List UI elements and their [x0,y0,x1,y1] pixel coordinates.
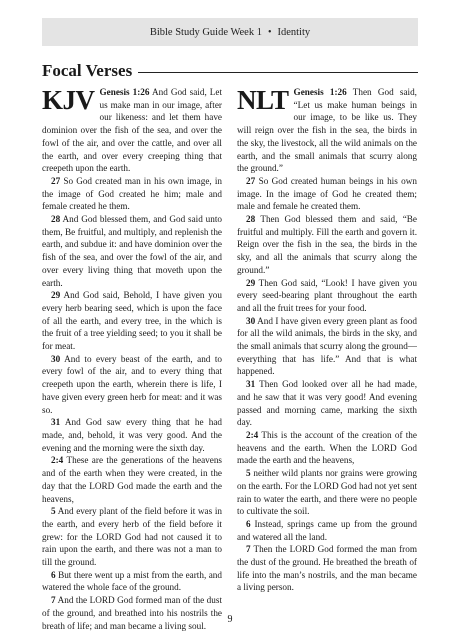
verse [42,213,222,289]
verse [237,467,417,518]
verse-number: 31 [51,417,61,428]
verse [42,289,222,353]
verse-text: And God blessed them, and God said unto them, Be fruitful, and multiply, and replenish the earth, and subdue it: and have dominion over the fish of the sea, and over the fowl of the air, and over every living thing that moveth upon the earth. [42,214,222,288]
header-separator: • [267,26,272,38]
verse-number: 5 [246,468,251,479]
verse-text: Then God looked over all he had made, and he saw that it was very good! And evening passed and morning came, marking the sixth day. [237,379,417,428]
verse-text: And God said, Behold, I have given you every herb bearing seed, which is upon the face of all the earth, and every tree, in the which is the fruit of a tree yielding seed; to you it shall be for meat. [42,290,222,352]
verse-number: 30 [246,315,256,326]
verse [42,353,222,417]
verse-text: These are the generations of the heavens and of the earth when they were created, in the day that the LORD God made the earth and the heavens, [42,455,222,504]
verse-number: 7 [51,595,56,606]
kjv-first-verse [42,86,222,175]
verse [237,429,417,467]
verse [237,543,417,594]
verse-number: 6 [51,569,56,580]
verse-text: And I have given every green plant as food for all the wild animals, the birds in the sky, and the small animals that scurry along the ground—everything that has life.” And that is what happened. [237,315,417,377]
nlt-first-verse [237,86,417,175]
verse-text: And God saw every thing that he had made, and, behold, it was very good. And the evening and the morning were the sixth day. [42,417,222,453]
kjv-first-ref: Genesis 1:26 [99,87,150,97]
verse [237,378,417,429]
verse [42,569,222,594]
nlt-column [237,86,417,594]
verse-text: Then God blessed them and said, “Be fruitful and multiply. Fill the earth and govern it. Reign over the fish in the sea, the birds in the sky, and all the animals that scurry along the ground.” [237,214,417,275]
verse-number: 29 [246,277,256,288]
verse [42,416,222,454]
verse-text: And the LORD God formed man of the dust of the ground, and breathed into his nostrils the breath of life; and man became a living soul. [42,595,223,631]
verse-number: 6 [246,518,251,529]
nlt-label: NLT [237,85,289,115]
verse-number: 28 [51,214,61,225]
nlt-first-text: Then God said, “Let us make human beings in our image, to be like us. They will reign over the fish in the sea, the birds in the sky, the livestock, all the wild animals on the earth, and the small animals that scurry along the ground.” [237,87,417,174]
verse-number: 29 [51,290,61,301]
verse-text: And every plant of the field before it was in the earth, and every herb of the field before it grew: for the LORD God had not caused it to rain upon the earth, and there was not a man to till the ground. [42,506,222,568]
verse-number: 2:4 [51,455,64,466]
verse-number: 27 [246,175,256,186]
running-header [42,18,418,46]
section-title: Focal Verses [42,61,133,80]
verse [237,213,417,277]
verse-number: 5 [51,506,56,517]
verse-text: So God created human beings in his own image. In the image of God he created them; male and female he created them. [237,175,417,212]
verse-text: neither wild plants nor grains were growing on the earth. For the LORD God had not yet sent rain to water the earth, and there were no people to cultivate the soil. [237,468,417,517]
verse-text: So God created man in his own image, in the image of God created he him; male and female created he them. [42,175,222,212]
verse [237,315,417,379]
verse [237,277,417,315]
page-number: 9 [227,614,233,625]
verse [42,175,222,213]
verse-text: Instead, springs came up from the ground and watered all the land. [237,518,417,542]
verse [237,518,417,543]
verse-number: 30 [51,353,61,364]
section-heading [42,58,418,84]
verse-number: 31 [246,379,256,390]
verse [237,175,417,213]
verse-text: This is the account of the creation of the heavens and the earth. When the LORD God made the earth and the heavens, [237,429,417,466]
verse-number: 27 [51,175,61,186]
header-topic: Identity [277,26,311,38]
verse-number: 2:4 [246,429,259,440]
kjv-first-text: And God said, Let us make man in our image, after our likeness: and let them have dominion over the fish of the sea, and over the fowl of the air, and over the cattle, and over all the earth, and over every creeping thing that creepeth upon the earth. [42,87,222,174]
verse-text: And to every beast of the earth, and to every fowl of the air, and to every thing that creepeth upon the earth, wherein there is life, I have given every green herb for meat: and it was so. [42,353,222,415]
verse [42,454,222,505]
kjv-column [42,86,222,632]
verse-text: Then the LORD God formed the man from the dust of the ground. He breathed the breath of life into the man’s nostrils, and the man became a living person. [237,544,417,593]
verse-number: 7 [246,544,251,555]
verse [42,505,222,569]
verse-text: But there went up a mist from the earth, and watered the whole face of the ground. [42,569,222,593]
verse-text: Then God said, “Look! I have given you every seed-bearing plant throughout the earth and all the fruit trees for your food. [237,277,417,313]
nlt-first-ref: Genesis 1:26 [293,87,347,97]
kjv-label: KJV [42,85,95,115]
header-title: Bible Study Guide Week 1 [149,26,262,38]
section-rule [138,72,418,73]
verse-number: 28 [246,214,256,225]
